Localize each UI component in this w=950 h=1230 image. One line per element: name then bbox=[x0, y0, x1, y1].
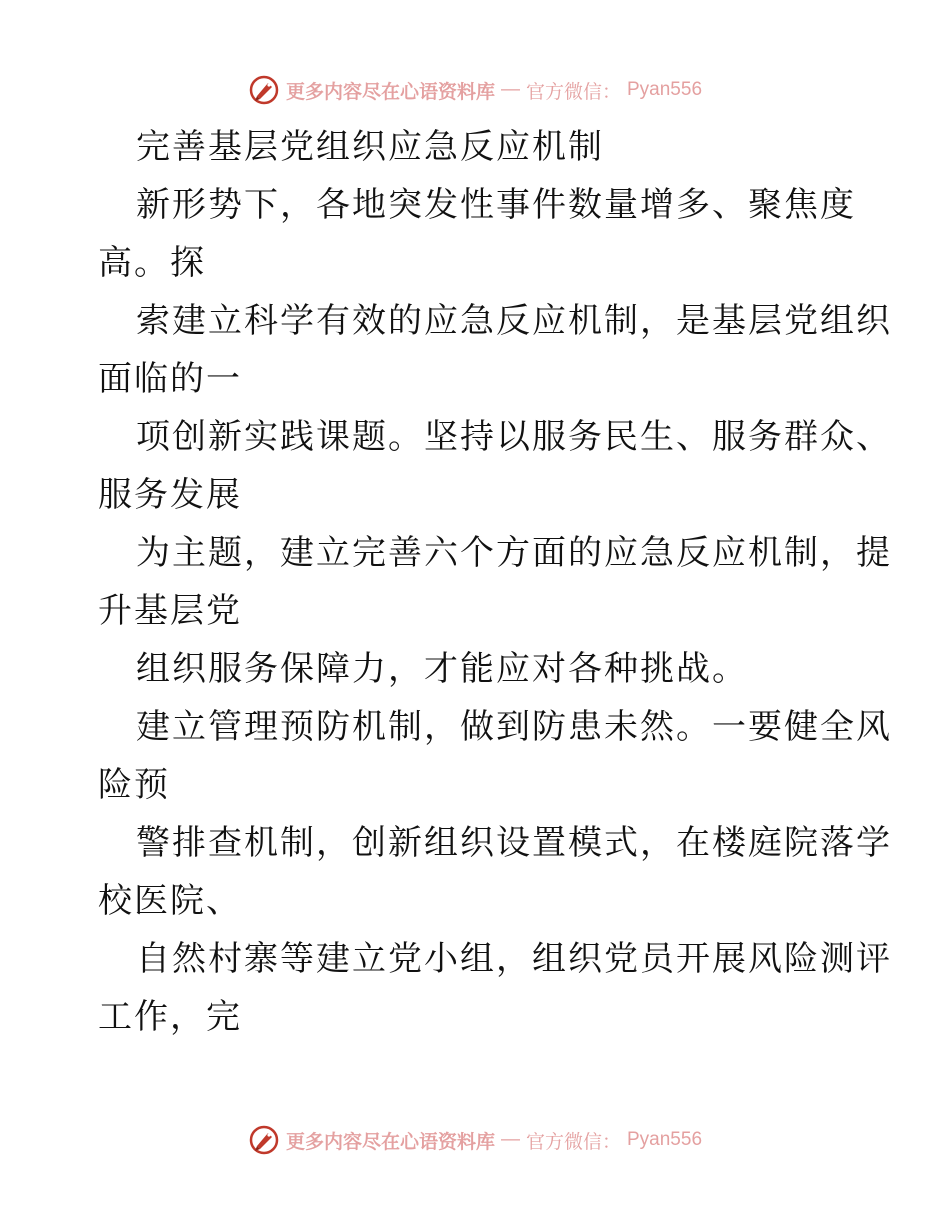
text-line: 建立管理预防机制，做到防患未然。一要健全风 bbox=[136, 707, 892, 747]
pen-nib-icon bbox=[248, 74, 280, 106]
watermark-dash: — bbox=[500, 79, 520, 100]
text-line: 为主题，建立完善六个方面的应急反应机制，提 bbox=[136, 533, 892, 573]
pen-nib-icon bbox=[248, 1124, 280, 1156]
text-line: 自然村寨等建立党小组，组织党员开展风险测评 bbox=[136, 939, 892, 979]
text-line: 服务发展 bbox=[98, 475, 242, 515]
watermark-label: 官方微信： bbox=[525, 1130, 621, 1153]
text-line: 险预 bbox=[98, 765, 170, 805]
footer-watermark bbox=[0, 1120, 950, 1160]
text-line: 组织服务保障力，才能应对各种挑战。 bbox=[136, 649, 748, 689]
watermark-label: 官方微信： bbox=[525, 80, 621, 103]
text-line: 校医院、 bbox=[98, 881, 242, 921]
watermark-brand: 更多内容尽在心语资料库 bbox=[285, 80, 495, 103]
text-line: 警排查机制，创新组织设置模式，在楼庭院落学 bbox=[136, 823, 892, 863]
text-line: 索建立科学有效的应急反应机制，是基层党组织 bbox=[136, 301, 892, 341]
watermark-wechat-id: Pyan556 bbox=[627, 79, 703, 100]
text-line: 面临的一 bbox=[98, 359, 242, 399]
text-line: 升基层党 bbox=[98, 591, 242, 631]
text-line: 高。探 bbox=[98, 243, 206, 283]
watermark-brand: 更多内容尽在心语资料库 bbox=[285, 1130, 495, 1153]
text-line: 新形势下，各地突发性事件数量增多、聚焦度 bbox=[136, 185, 856, 225]
text-line: 工作，完 bbox=[98, 997, 242, 1037]
document-body bbox=[98, 118, 892, 1046]
watermark-dash: — bbox=[500, 1129, 520, 1150]
text-line: 完善基层党组织应急反应机制 bbox=[136, 127, 604, 167]
header-watermark bbox=[0, 70, 950, 110]
watermark-wechat-id: Pyan556 bbox=[627, 1129, 703, 1150]
text-line: 项创新实践课题。坚持以服务民生、服务群众、 bbox=[136, 417, 892, 457]
